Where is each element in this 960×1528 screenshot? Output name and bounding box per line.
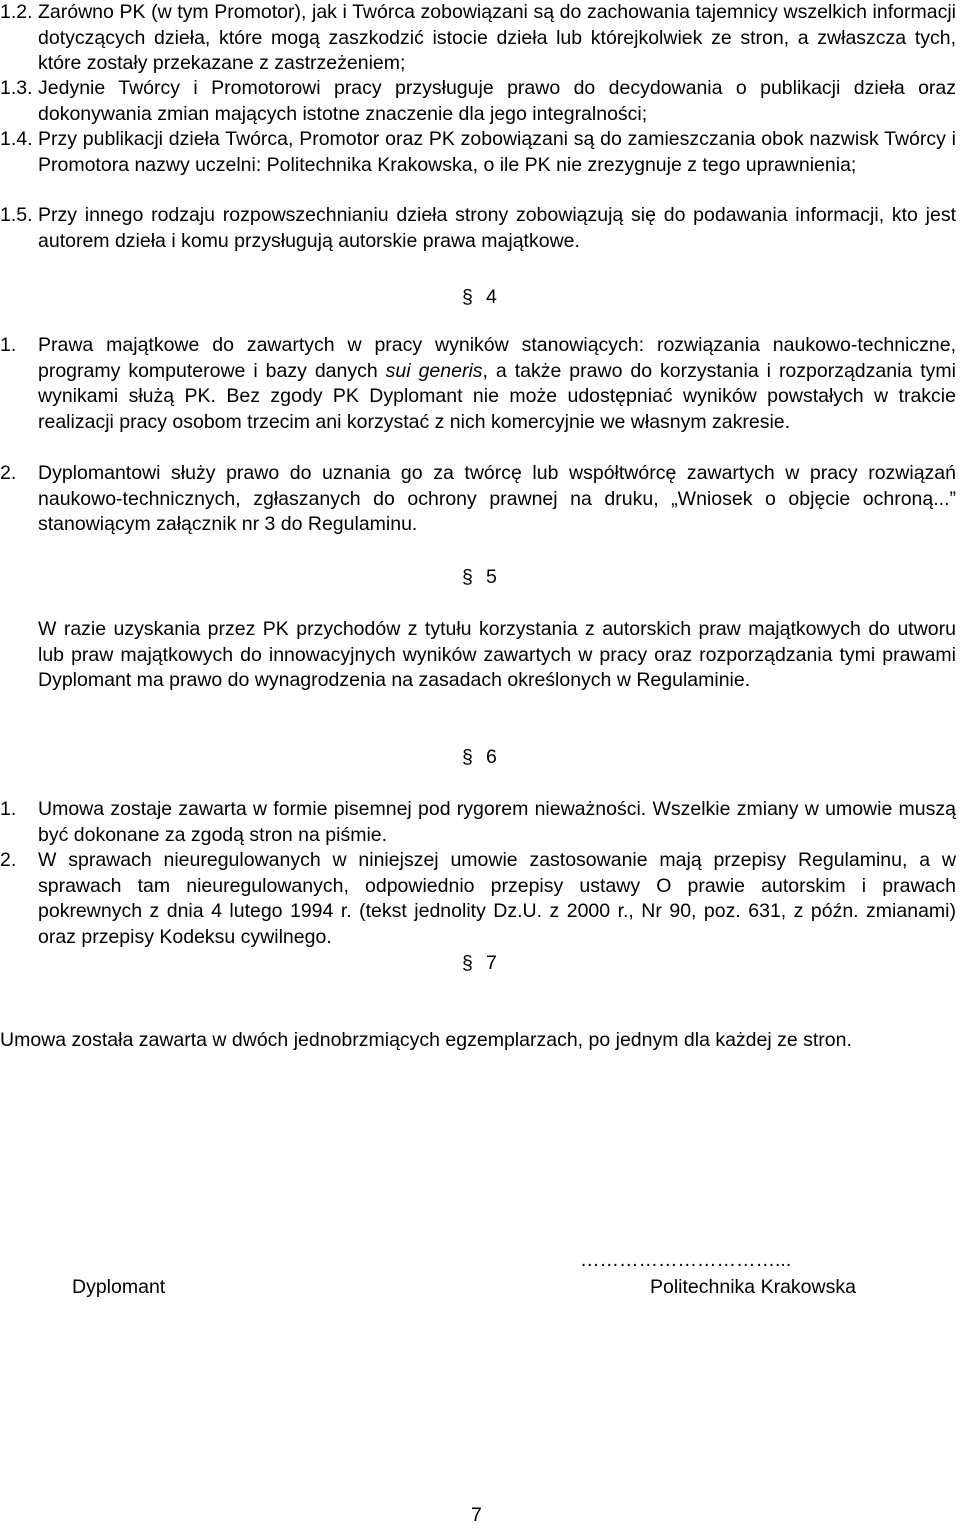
section-number: 6: [486, 746, 497, 768]
clause-6-1: [0, 797, 956, 848]
clause-1-2: [0, 0, 956, 77]
clause-text: W sprawach nieuregulowanych w niniejszej umowie zastosowanie mają przepisy Regulaminu, a w sprawach tam nieuregulowanych, odpowiednio przepisy ustawy O prawie autorskim i prawach pokrewnych z dnia 4 lutego 1994 r. (tekst jednolity Dz.U. z 2000 r., Nr 90, poz. 631, z późn. zmianami) oraz przepisy Kodeksu cywilnego.: [38, 849, 956, 948]
clause-text: Umowa zostaje zawarta w formie pisemnej pod rygorem nieważności. Wszelkie zmiany w umowie muszą być dokonane za zgodą stron na piśmie.: [38, 798, 956, 846]
section-heading-5: [462, 565, 497, 589]
clause-text: , a także prawo do korzystania i rozporządzania tymi wynikami służą PK. Bez zgody PK Dyplomant nie może udostępniać wyników powstałych w trakcie realizacji pracy osobom trzecim ani korzystać z nich komercyjnie we własnym zakresie.: [38, 359, 956, 433]
section-number: 4: [486, 286, 497, 308]
signature-label-pk: Politechnika Krakowska: [650, 1276, 856, 1298]
section-sign-icon: §: [462, 952, 473, 974]
section-heading-6: [462, 745, 497, 769]
clause-4-2: [0, 461, 956, 538]
clause-text: Prawa majątkowe do zawartych w pracy wyników stanowiących: rozwiązania naukowo-techniczne, programy komputerowe i bazy danych: [38, 334, 956, 382]
clause-text: Zarówno PK (w tym Promotor), jak i Twórca zobowiązani są do zachowania tajemnicy wszelkich informacji dotyczących dzieła, które mogą zaszkodzić istocie dzieła lub którejkolwiek ze stron, a zwłaszcza tych, które zostały przekazane z zastrzeżeniem;: [38, 1, 956, 74]
clause-text: Przy publikacji dzieła Twórca, Promotor oraz PK zobowiązani są do zamieszczania obok nazwisk Twórcy i Promotora nazwy uczelni: Politechnika Krakowska, o ile PK nie zrezygnuje z tego uprawnienia;: [38, 128, 956, 176]
clause-number: 1.: [0, 798, 17, 820]
section-sign-icon: §: [462, 746, 473, 768]
section-sign-icon: §: [462, 286, 473, 308]
clause-1-5: [0, 203, 956, 254]
clause-6-2: [0, 848, 956, 950]
clause-1-4: [0, 127, 956, 178]
section-heading-4: [462, 285, 497, 309]
clause-number: 2.: [0, 462, 17, 484]
signature-label-dyplomant: Dyplomant: [72, 1276, 166, 1298]
section-sign-icon: §: [462, 566, 473, 588]
clause-text-italic: sui generis: [385, 359, 483, 382]
section-7-text: Umowa została zawarta w dwóch jednobrzmiących egzemplarzach, po jednym dla każdej ze stron.: [0, 1029, 852, 1051]
clause-number: 2.: [0, 849, 17, 871]
section-number: 5: [486, 566, 497, 588]
section-5-text: W razie uzyskania przez PK przychodów z tytułu korzystania z autorskich praw majątkowych do utworu lub praw majątkowych do innowacyjnych wyników zawartych w pracy oraz rozporządzania tymi prawami Dyplomant ma prawo do wynagrodzenia na zasadach określonych w Regulaminie.: [38, 618, 956, 691]
clause-number: 1.: [0, 334, 17, 356]
clause-number: 1.2.: [0, 1, 33, 23]
signature-dots: …………………………...: [580, 1249, 792, 1271]
clause-number: 1.4.: [0, 128, 33, 150]
clause-text: Przy innego rodzaju rozpowszechnianiu dzieła strony zobowiązują się do podawania informacji, kto jest autorem dzieła i komu przysługują autorskie prawa majątkowe.: [38, 204, 956, 252]
section-number: 7: [486, 952, 497, 974]
clause-4-1: [0, 333, 956, 435]
clause-number: 1.5.: [0, 204, 33, 226]
clause-text: Jedynie Twórcy i Promotorowi pracy przysługuje prawo do decydowania o publikacji dzieła oraz dokonywania zmian mających istotne znaczenie dla jego integralności;: [38, 77, 956, 125]
clause-1-3: [0, 76, 956, 127]
clause-number: 1.3.: [0, 77, 33, 99]
section-heading-7: [462, 951, 497, 975]
page-number: 7: [471, 1504, 482, 1526]
clause-text: Dyplomantowi służy prawo do uznania go za twórcę lub współtwórcę zawartych w pracy rozwiązań naukowo-technicznych, zgłaszanych do ochrony prawnej na druku, „Wniosek o objęcie ochroną...” stanowiącym załącznik nr 3 do Regulaminu.: [38, 462, 956, 535]
